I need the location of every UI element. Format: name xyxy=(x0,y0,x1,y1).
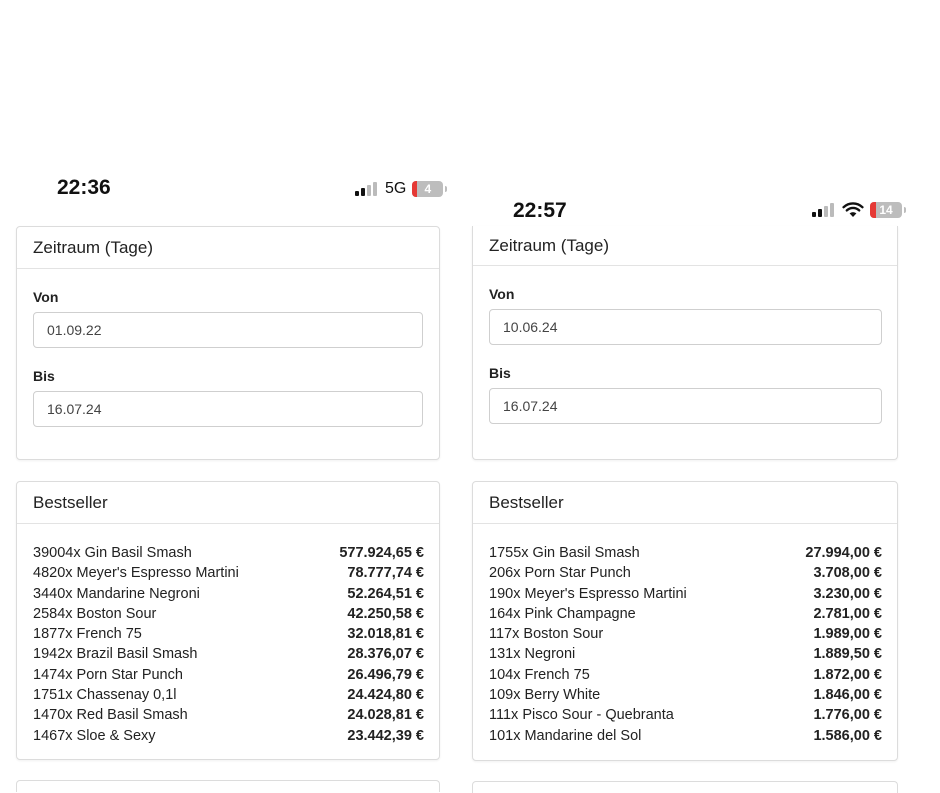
item-amount: 52.264,51 € xyxy=(347,585,424,602)
item-amount: 24.424,80 € xyxy=(347,687,424,704)
status-time: 22:36 xyxy=(57,176,111,199)
list-item xyxy=(489,665,882,685)
item-name: 2584x Boston Sour xyxy=(33,605,157,622)
panel-title: Zeitraum (Tage) xyxy=(17,227,439,269)
item-amount: 1.889,50 € xyxy=(813,646,882,663)
item-name: 131x Negroni xyxy=(489,646,576,663)
panel-title: Zeitraum (Tage) xyxy=(473,226,897,266)
item-name: 1755x Gin Basil Smash xyxy=(489,545,640,561)
bestseller-list xyxy=(489,543,882,746)
list-item xyxy=(489,705,882,725)
status-icons xyxy=(355,180,443,198)
item-amount: 26.496,79 € xyxy=(347,666,424,683)
list-item xyxy=(33,624,424,644)
item-amount: 28.376,07 € xyxy=(347,646,424,663)
list-item xyxy=(33,726,424,746)
cellular-signal-icon xyxy=(355,182,379,196)
from-label: Von xyxy=(33,289,59,305)
item-amount: 3.230,00 € xyxy=(813,585,882,602)
wifi-icon xyxy=(842,202,864,218)
item-name: 164x Pink Champagne xyxy=(489,605,636,622)
list-item xyxy=(489,604,882,624)
item-name: 1467x Sloe & Sexy xyxy=(33,727,156,744)
list-item xyxy=(33,705,424,725)
to-label: Bis xyxy=(33,368,55,384)
next-panel-edge xyxy=(16,780,440,792)
to-date-input[interactable]: 16.07.24 xyxy=(489,388,882,424)
item-name: 4820x Meyer's Espresso Martini xyxy=(33,565,239,582)
list-item xyxy=(489,584,882,604)
item-amount: 78.777,74 € xyxy=(347,565,424,582)
list-item xyxy=(33,563,424,583)
list-item xyxy=(489,543,882,563)
list-item xyxy=(489,624,882,644)
item-amount: 1.776,00 € xyxy=(813,707,882,724)
list-item xyxy=(33,665,424,685)
battery-level: 14 xyxy=(879,203,893,217)
item-amount: 27.994,00 € xyxy=(805,545,882,561)
panel-title: Bestseller xyxy=(473,482,897,524)
item-name: 109x Berry White xyxy=(489,687,601,704)
list-item xyxy=(33,685,424,705)
item-amount: 42.250,58 € xyxy=(347,605,424,622)
from-date-input[interactable]: 01.09.22 xyxy=(33,312,423,348)
next-panel-edge xyxy=(472,781,898,793)
list-item xyxy=(33,543,424,563)
period-panel xyxy=(472,226,898,460)
item-name: 1751x Chassenay 0,1l xyxy=(33,687,177,704)
list-item xyxy=(33,604,424,624)
item-name: 1942x Brazil Basil Smash xyxy=(33,646,198,663)
item-amount: 1.989,00 € xyxy=(813,626,882,643)
item-amount: 2.781,00 € xyxy=(813,605,882,622)
panel-title: Bestseller xyxy=(17,482,439,524)
from-date-input[interactable]: 10.06.24 xyxy=(489,309,882,345)
item-name: 1470x Red Basil Smash xyxy=(33,707,188,724)
item-amount: 3.708,00 € xyxy=(813,565,882,582)
item-amount: 1.872,00 € xyxy=(813,666,882,683)
bestseller-list xyxy=(33,543,424,746)
item-name: 206x Porn Star Punch xyxy=(489,565,631,582)
list-item xyxy=(489,644,882,664)
list-item xyxy=(489,726,882,746)
item-name: 190x Meyer's Espresso Martini xyxy=(489,585,687,602)
network-type: 5G xyxy=(385,180,407,197)
period-panel xyxy=(16,226,440,460)
item-amount: 577.924,65 € xyxy=(339,545,424,561)
item-name: 3440x Mandarine Negroni xyxy=(33,585,200,602)
battery-icon xyxy=(412,181,443,197)
bestseller-panel xyxy=(16,481,440,760)
item-name: 1877x French 75 xyxy=(33,626,142,643)
list-item xyxy=(33,644,424,664)
battery-icon xyxy=(870,202,902,218)
status-time: 22:57 xyxy=(513,199,567,222)
battery-level: 4 xyxy=(424,182,432,196)
item-name: 111x Pisco Sour - Quebranta xyxy=(489,707,674,724)
item-amount: 23.442,39 € xyxy=(347,727,424,744)
item-name: 117x Boston Sour xyxy=(489,626,604,643)
list-item xyxy=(33,584,424,604)
cellular-signal-icon xyxy=(812,203,836,217)
from-label: Von xyxy=(489,286,515,302)
status-icons xyxy=(812,202,902,218)
to-date-input[interactable]: 16.07.24 xyxy=(33,391,423,427)
item-amount: 1.586,00 € xyxy=(813,727,882,744)
item-name: 1474x Porn Star Punch xyxy=(33,666,183,683)
item-name: 104x French 75 xyxy=(489,666,590,683)
item-name: 101x Mandarine del Sol xyxy=(489,727,642,744)
bestseller-panel xyxy=(472,481,898,761)
list-item xyxy=(489,685,882,705)
item-name: 39004x Gin Basil Smash xyxy=(33,545,192,561)
item-amount: 32.018,81 € xyxy=(347,626,424,643)
list-item xyxy=(489,563,882,583)
to-label: Bis xyxy=(489,365,511,381)
item-amount: 1.846,00 € xyxy=(813,687,882,704)
item-amount: 24.028,81 € xyxy=(347,707,424,724)
